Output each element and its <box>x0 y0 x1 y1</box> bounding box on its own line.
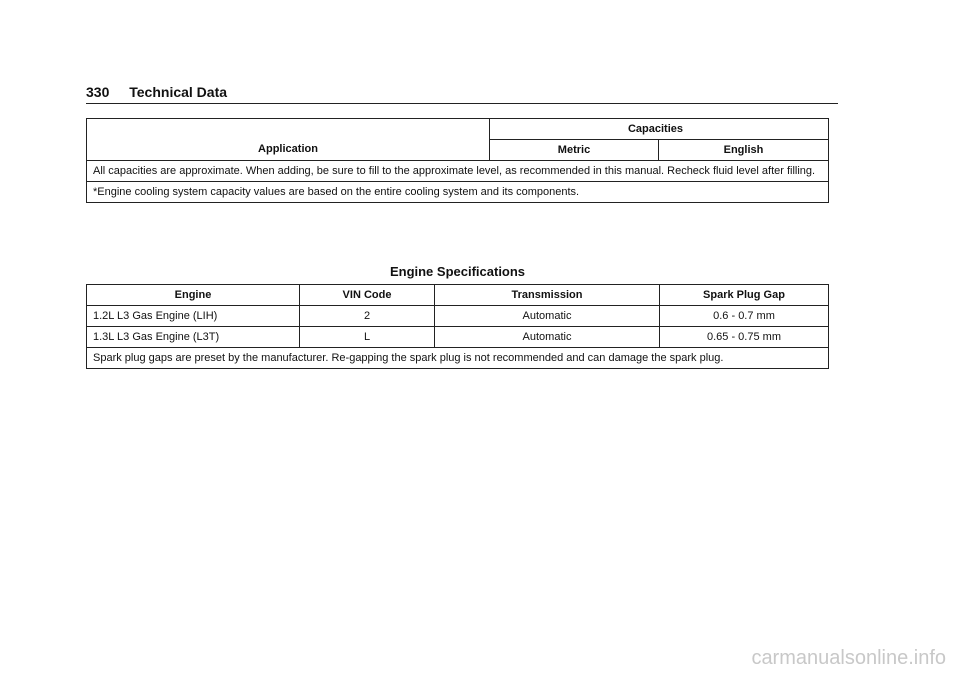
engine-cell: 1.2L L3 Gas Engine (LIH) <box>87 306 300 327</box>
transmission-cell: Automatic <box>435 306 660 327</box>
metric-header: Metric <box>490 140 659 161</box>
spark-gap-cell: 0.65 - 0.75 mm <box>660 327 829 348</box>
vin-cell: 2 <box>300 306 435 327</box>
cooling-note: *Engine cooling system capacity values are based on the entire cooling system and its components. <box>87 182 829 203</box>
section-title: Technical Data <box>129 84 228 100</box>
engine-specs-title: Engine Specifications <box>389 264 526 279</box>
vin-header: VIN Code <box>300 285 435 306</box>
table-row <box>87 327 829 348</box>
vin-cell: L <box>300 327 435 348</box>
page-number: 330 <box>86 84 110 100</box>
watermark: carmanualsonline.info <box>751 647 946 669</box>
table-row <box>87 306 829 327</box>
header-rule <box>86 103 838 104</box>
engine-header: Engine <box>87 285 300 306</box>
capacities-header: Capacities <box>490 119 829 140</box>
transmission-cell: Automatic <box>435 327 660 348</box>
engine-cell: 1.3L L3 Gas Engine (L3T) <box>87 327 300 348</box>
engine-specs-table <box>86 284 829 369</box>
page-header <box>86 84 227 100</box>
transmission-header: Transmission <box>435 285 660 306</box>
application-header: Application <box>87 119 490 161</box>
english-header: English <box>659 140 829 161</box>
spark-gap-header: Spark Plug Gap <box>660 285 829 306</box>
approximate-note: All capacities are approximate. When adding, be sure to fill to the approximate level, as recommended in this manual. Recheck fluid level after filling. <box>87 161 829 182</box>
capacities-table <box>86 118 829 203</box>
spark-gap-cell: 0.6 - 0.7 mm <box>660 306 829 327</box>
spark-plug-note: Spark plug gaps are preset by the manufacturer. Re-gapping the spark plug is not recommended and can damage the spark plug. <box>87 348 829 369</box>
